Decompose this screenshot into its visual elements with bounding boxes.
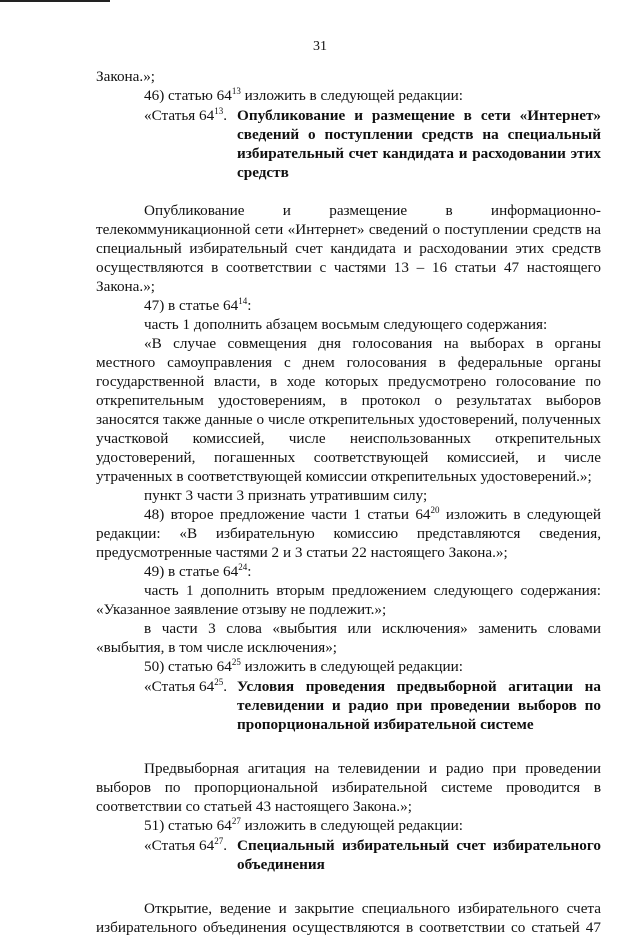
paragraph-text: Открытие, ведение и закрытие специального избирательного счета избирательного объединения осуществляются в соответствии со статьей 47 (96, 900, 601, 936)
paragraph (96, 201, 601, 296)
paragraph (96, 486, 601, 505)
article-heading (96, 836, 601, 874)
paragraph-text: пункт 3 части 3 признать утратившим силу; (144, 487, 428, 504)
paragraph-text: 50) статью 64 (144, 658, 232, 675)
paragraph-text: 47) в статье 64 (144, 297, 239, 314)
spacer (96, 734, 601, 759)
paragraph-text: в части 3 слова «выбытия или исключения» заменить словами «выбытия, в том числе исключения»; (96, 620, 601, 656)
paragraph (96, 67, 601, 86)
superscript: 25 (231, 656, 241, 667)
paragraph (96, 505, 601, 562)
superscript: 25 (214, 676, 224, 687)
paragraph-text: Предвыборная агитация на телевидении и радио при проведении выборов по пропорциональной избирательной системе проводится в соответствии со статьей 43 настоящего Закона.»; (96, 760, 601, 815)
paragraph (96, 562, 601, 581)
paragraph-text: 51) статью 64 (144, 817, 232, 834)
paragraph (96, 581, 601, 619)
paragraph (96, 86, 601, 105)
paragraph-text: «В случае совмещения дня голосования на выборах в органы местного самоуправления с днем голосования в федеральные органы государственной власти, в ходе которых предусмотрено голосование по открепительным удостоверениям, в протокол о результатах выборов заносятся также данные о числе открепительных удостоверений, полученных участковой комиссией, числе неиспользованных открепительных удостоверений, погашенных соответствующей комиссией, и числе утраченных в соответствующей комиссии открепительных удостоверений.»; (96, 335, 601, 485)
top-rule (0, 0, 110, 2)
paragraph-text-after: изложить в следующей редакции: (240, 817, 463, 834)
paragraph-text: часть 1 дополнить абзацем восьмым следующего содержания: (144, 316, 548, 333)
superscript: 14 (238, 295, 248, 306)
article-label-dot: . (223, 837, 228, 854)
article-title: Опубликование и размещение в сети «Интернет» сведений о поступлении средств на специальный избирательный счет кандидата и расходовании этих средств (237, 107, 601, 181)
article-title: Специальный избирательный счет избирательного объединения (237, 837, 601, 873)
superscript: 13 (231, 85, 241, 96)
paragraph-text-after: : (247, 563, 252, 580)
article-label-dot: . (223, 107, 228, 124)
paragraph-text: 46) статью 64 (144, 87, 232, 104)
superscript: 27 (231, 815, 241, 826)
article-label-text: «Статья 64 (144, 678, 215, 695)
paragraph-text-after: изложить в следующей редакции: (240, 658, 463, 675)
paragraph (96, 657, 601, 676)
paragraph-text-after: изложить в следующей редакции: (240, 87, 463, 104)
article-label-text: «Статья 64 (144, 107, 215, 124)
paragraph-text-after: : (247, 297, 252, 314)
paragraph (96, 315, 601, 334)
article-label (144, 106, 237, 182)
paragraph (96, 296, 601, 315)
spacer (96, 182, 601, 201)
spacer (96, 874, 601, 899)
paragraph (96, 334, 601, 486)
article-label (144, 677, 237, 734)
paragraph (96, 759, 601, 816)
paragraph (96, 619, 601, 657)
article-heading (96, 677, 601, 734)
paragraph (96, 816, 601, 835)
paragraph-text: часть 1 дополнить вторым предложением следующего содержания: «Указанное заявление отзыву не подлежит.»; (96, 582, 601, 618)
article-label-dot: . (223, 678, 228, 695)
article-title: Условия проведения предвыборной агитации на телевидении и радио при проведении выборов по пропорциональной избирательной системе (237, 678, 601, 733)
article-heading (96, 106, 601, 182)
article-label-text: «Статья 64 (144, 837, 215, 854)
superscript: 27 (214, 835, 224, 846)
paragraph-text-after: изложить в следующей редакции: «В избирательную комиссию представляются сведения, предусмотренные частями 2 и 3 статьи 22 настоящего Закона.»; (96, 506, 602, 561)
page-number: 31 (313, 39, 327, 54)
superscript: 20 (430, 504, 440, 515)
paragraph-text: Опубликование и размещение в информационно-телекоммуникационной сети «Интернет» сведений о поступлении средств на специальный избирательный счет кандидата и расходовании этих средств осуществляются в соответствии с частями 13 – 16 статьи 47 настоящего Закона.»; (96, 202, 601, 295)
paragraph-text: 48) второе предложение части 1 статьи 64 (144, 506, 431, 523)
document-body (96, 67, 601, 937)
paragraph-text: 49) в статье 64 (144, 563, 239, 580)
superscript: 13 (214, 105, 224, 116)
paragraph-text: Закона.»; (96, 68, 156, 85)
superscript: 24 (238, 561, 248, 572)
article-label (144, 836, 237, 874)
